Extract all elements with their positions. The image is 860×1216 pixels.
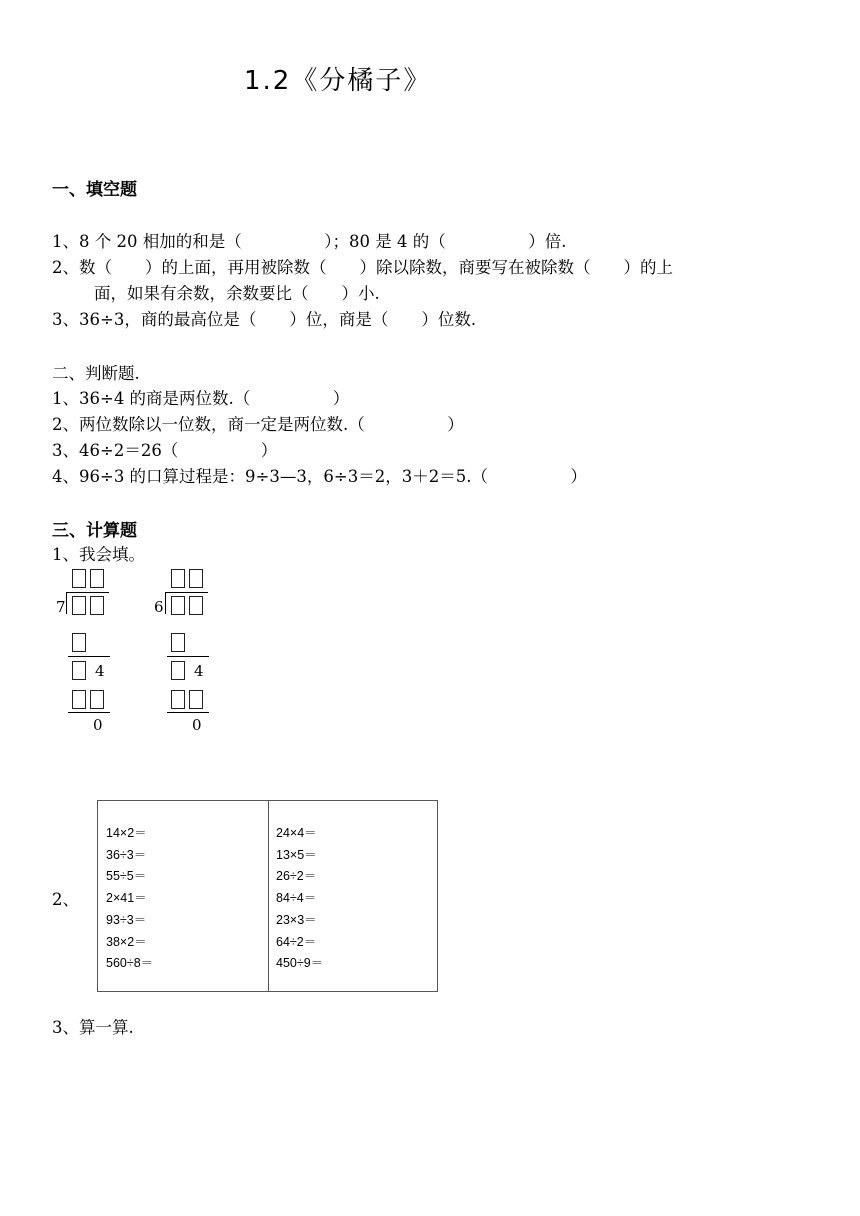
division-bar bbox=[66, 592, 109, 593]
judge-item-1: 1、36÷4 的商是两位数.（ ） bbox=[52, 389, 350, 408]
expression: 55÷5＝ bbox=[106, 869, 147, 884]
divisor: 7 bbox=[56, 598, 66, 616]
judge-item-4: 4、96÷3 的口算过程是：9÷3—3，6÷3＝2，3＋2＝5.（ ） bbox=[52, 467, 587, 486]
judge-item-3: 3、46÷2＝26（ ） bbox=[52, 441, 278, 460]
expression: 93÷3＝ bbox=[106, 912, 147, 927]
division-bracket bbox=[66, 592, 67, 614]
page-title: 1.2《分橘子》 bbox=[244, 66, 432, 96]
product-box[interactable] bbox=[90, 690, 104, 709]
digit-four: 4 bbox=[194, 662, 204, 680]
product-box[interactable] bbox=[72, 690, 86, 709]
digit-zero: 0 bbox=[192, 716, 202, 734]
section1-heading: 一、填空题 bbox=[52, 180, 137, 200]
product-box[interactable] bbox=[171, 690, 185, 709]
calc-question-1-label: 1、我会填。 bbox=[52, 545, 145, 564]
calc-question-3-label: 3、算一算. bbox=[52, 1018, 134, 1037]
table-divider bbox=[268, 801, 269, 991]
expression: 2×41＝ bbox=[106, 891, 147, 906]
right-column bbox=[276, 823, 323, 975]
subtract-line bbox=[167, 656, 209, 657]
subtract-line bbox=[68, 656, 110, 657]
expression: 64÷2＝ bbox=[276, 934, 317, 949]
left-column bbox=[106, 823, 153, 975]
expression: 450÷9＝ bbox=[276, 956, 324, 971]
fill-question-2-line1: 2、数（ ）的上面，再用被除数（ ）除以除数，商要写在被除数（ ）的上 bbox=[52, 258, 673, 277]
quotient-box[interactable] bbox=[171, 569, 185, 588]
section2-heading: 二、判断题. bbox=[52, 364, 140, 383]
remainder-box[interactable] bbox=[171, 661, 185, 680]
subtract-line bbox=[167, 712, 209, 713]
division-bar bbox=[165, 592, 208, 593]
expression: 14×2＝ bbox=[106, 826, 147, 840]
expression: 24×4＝ bbox=[276, 826, 317, 840]
quotient-box[interactable] bbox=[189, 569, 203, 588]
calc-question-2-label: 2、 bbox=[52, 890, 79, 909]
dividend-box[interactable] bbox=[72, 596, 86, 615]
expression: 560÷8＝ bbox=[106, 956, 154, 971]
expression: 36÷3＝ bbox=[106, 847, 147, 862]
remainder-box[interactable] bbox=[72, 661, 86, 680]
product-box[interactable] bbox=[72, 633, 86, 652]
expression: 13×5＝ bbox=[276, 847, 317, 862]
product-box[interactable] bbox=[189, 690, 203, 709]
subtract-line bbox=[68, 712, 110, 713]
digit-zero: 0 bbox=[93, 716, 103, 734]
calculation-table bbox=[97, 800, 438, 992]
quotient-box[interactable] bbox=[72, 569, 86, 588]
dividend-box[interactable] bbox=[90, 596, 104, 615]
section3-heading: 三、计算题 bbox=[52, 521, 137, 541]
expression: 84÷4＝ bbox=[276, 891, 317, 906]
fill-question-3: 3、36÷3，商的最高位是（ ）位，商是（ ）位数. bbox=[52, 310, 477, 329]
fill-question-2-line2: 面，如果有余数，余数要比（ ）小. bbox=[94, 284, 380, 303]
product-box[interactable] bbox=[171, 633, 185, 652]
divisor: 6 bbox=[154, 598, 164, 616]
expression: 38×2＝ bbox=[106, 934, 147, 949]
fill-question-1: 1、8 个 20 相加的和是（ ）；80 是 4 的（ ）倍. bbox=[52, 232, 567, 251]
judge-item-2: 2、两位数除以一位数，商一定是两位数.（ ） bbox=[52, 415, 464, 434]
dividend-box[interactable] bbox=[171, 596, 185, 615]
expression: 23×3＝ bbox=[276, 912, 317, 927]
digit-four: 4 bbox=[95, 662, 105, 680]
division-bracket bbox=[165, 592, 166, 614]
dividend-box[interactable] bbox=[189, 596, 203, 615]
quotient-box[interactable] bbox=[90, 569, 104, 588]
expression: 26÷2＝ bbox=[276, 869, 317, 884]
